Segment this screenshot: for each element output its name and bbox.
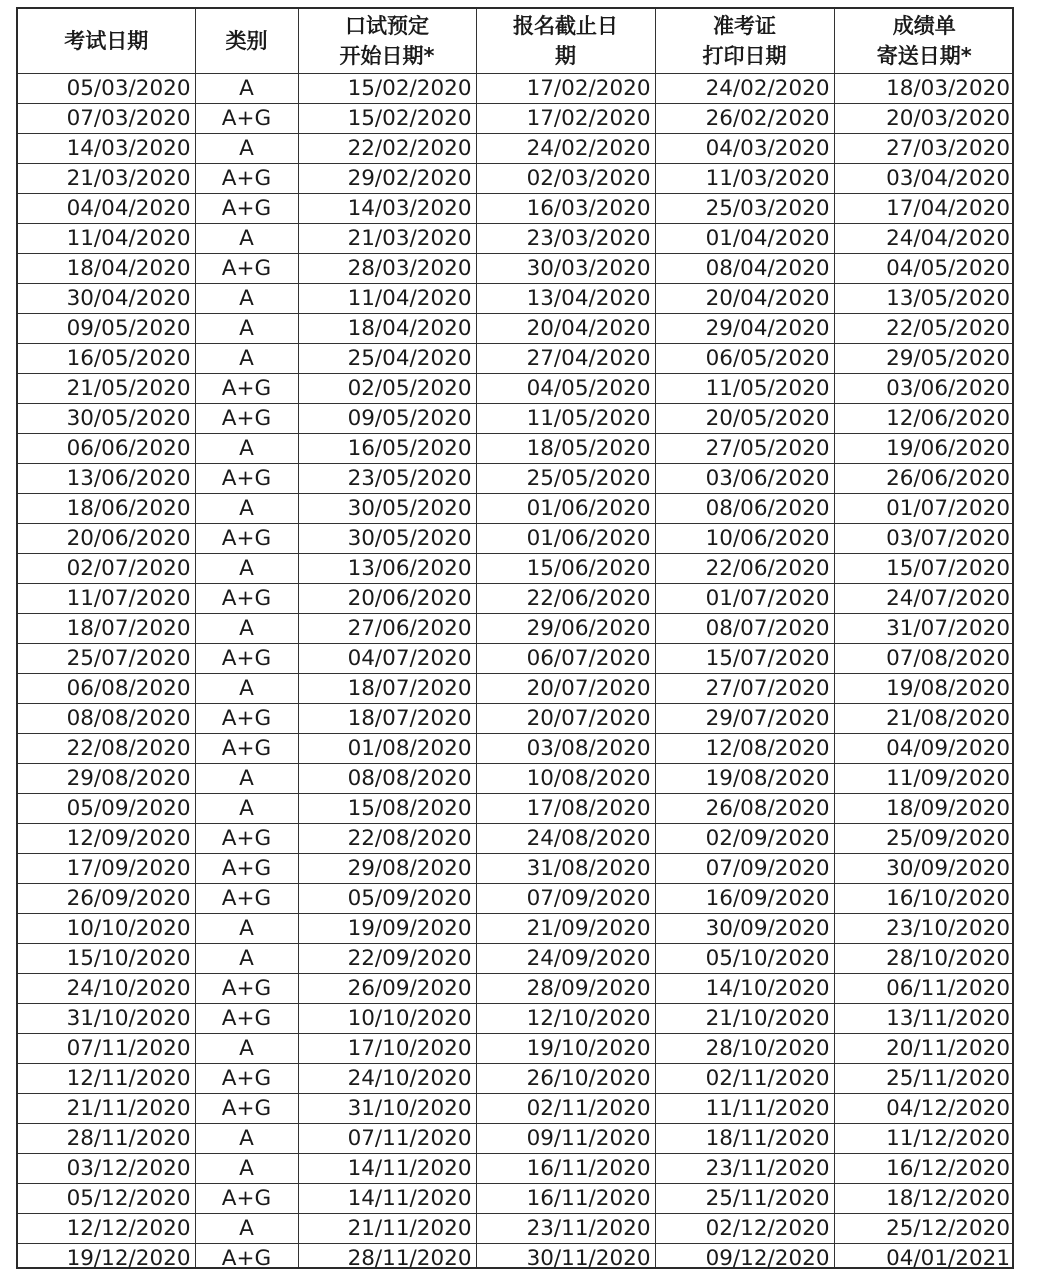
speaking-booking-start-cell: 13/06/2020 [298, 554, 476, 584]
category-cell: A [195, 314, 298, 344]
speaking-booking-start-cell: 22/09/2020 [298, 944, 476, 974]
registration-deadline-cell: 07/09/2020 [476, 884, 655, 914]
registration-deadline-cell: 19/10/2020 [476, 1034, 655, 1064]
table-row [18, 824, 1014, 854]
category-cell: A+G [195, 1184, 298, 1214]
category-cell: A [195, 1154, 298, 1184]
category-cell: A+G [195, 584, 298, 614]
speaking-booking-start-cell: 20/06/2020 [298, 584, 476, 614]
category-cell: A+G [195, 404, 298, 434]
transcript-mailing-cell: 01/07/2020 [834, 494, 1014, 524]
speaking-booking-start-cell: 27/06/2020 [298, 614, 476, 644]
speaking-booking-start-cell: 14/03/2020 [298, 194, 476, 224]
category-cell: A+G [195, 644, 298, 674]
table-row [18, 884, 1014, 914]
registration-deadline-cell: 27/04/2020 [476, 344, 655, 374]
table-row [18, 1214, 1014, 1244]
admission-ticket-print-cell: 29/07/2020 [655, 704, 834, 734]
category-cell: A+G [195, 254, 298, 284]
admission-ticket-print-cell: 26/08/2020 [655, 794, 834, 824]
admission-ticket-print-cell: 09/12/2020 [655, 1244, 834, 1270]
transcript-mailing-cell: 18/12/2020 [834, 1184, 1014, 1214]
transcript-mailing-cell: 16/10/2020 [834, 884, 1014, 914]
registration-deadline-cell: 20/04/2020 [476, 314, 655, 344]
registration-deadline-cell: 04/05/2020 [476, 374, 655, 404]
table-row [18, 314, 1014, 344]
exam-date-cell: 12/11/2020 [18, 1064, 195, 1094]
transcript-mailing-cell: 18/09/2020 [834, 794, 1014, 824]
table-row [18, 434, 1014, 464]
exam-date-cell: 15/10/2020 [18, 944, 195, 974]
category-cell: A+G [195, 974, 298, 1004]
transcript-mailing-cell: 22/05/2020 [834, 314, 1014, 344]
category-cell: A [195, 134, 298, 164]
admission-ticket-print-cell: 11/11/2020 [655, 1094, 834, 1124]
transcript-mailing-cell: 30/09/2020 [834, 854, 1014, 884]
header-exam-date: 考试日期 [18, 9, 195, 74]
admission-ticket-print-cell: 27/07/2020 [655, 674, 834, 704]
speaking-booking-start-cell: 08/08/2020 [298, 764, 476, 794]
admission-ticket-print-cell: 20/05/2020 [655, 404, 834, 434]
table-row [18, 614, 1014, 644]
admission-ticket-print-cell: 02/12/2020 [655, 1214, 834, 1244]
table-row [18, 554, 1014, 584]
transcript-mailing-cell: 28/10/2020 [834, 944, 1014, 974]
category-cell: A+G [195, 1094, 298, 1124]
transcript-mailing-cell: 19/06/2020 [834, 434, 1014, 464]
transcript-mailing-cell: 26/06/2020 [834, 464, 1014, 494]
admission-ticket-print-cell: 08/06/2020 [655, 494, 834, 524]
speaking-booking-start-cell: 04/07/2020 [298, 644, 476, 674]
transcript-mailing-cell: 13/11/2020 [834, 1004, 1014, 1034]
table-row [18, 74, 1014, 104]
transcript-mailing-cell: 11/12/2020 [834, 1124, 1014, 1154]
table-row [18, 194, 1014, 224]
transcript-mailing-cell: 20/03/2020 [834, 104, 1014, 134]
speaking-booking-start-cell: 14/11/2020 [298, 1154, 476, 1184]
exam-date-cell: 06/06/2020 [18, 434, 195, 464]
transcript-mailing-cell: 04/12/2020 [834, 1094, 1014, 1124]
category-cell: A+G [195, 1004, 298, 1034]
category-cell: A+G [195, 824, 298, 854]
category-cell: A+G [195, 464, 298, 494]
exam-date-cell: 31/10/2020 [18, 1004, 195, 1034]
transcript-mailing-cell: 25/11/2020 [834, 1064, 1014, 1094]
registration-deadline-cell: 17/02/2020 [476, 74, 655, 104]
header-registration-deadline: 报名截止日 期 [476, 9, 655, 74]
exam-date-cell: 05/12/2020 [18, 1184, 195, 1214]
exam-date-cell: 06/08/2020 [18, 674, 195, 704]
category-cell: A+G [195, 1064, 298, 1094]
exam-date-cell: 18/07/2020 [18, 614, 195, 644]
exam-schedule-table [18, 9, 1014, 1269]
speaking-booking-start-cell: 01/08/2020 [298, 734, 476, 764]
transcript-mailing-cell: 13/05/2020 [834, 284, 1014, 314]
speaking-booking-start-cell: 18/07/2020 [298, 704, 476, 734]
category-cell: A+G [195, 194, 298, 224]
category-cell: A [195, 794, 298, 824]
transcript-mailing-cell: 03/07/2020 [834, 524, 1014, 554]
speaking-booking-start-cell: 10/10/2020 [298, 1004, 476, 1034]
registration-deadline-cell: 23/03/2020 [476, 224, 655, 254]
admission-ticket-print-cell: 25/11/2020 [655, 1184, 834, 1214]
speaking-booking-start-cell: 22/08/2020 [298, 824, 476, 854]
admission-ticket-print-cell: 04/03/2020 [655, 134, 834, 164]
admission-ticket-print-cell: 21/10/2020 [655, 1004, 834, 1034]
table-row [18, 764, 1014, 794]
registration-deadline-cell: 17/08/2020 [476, 794, 655, 824]
exam-date-cell: 21/05/2020 [18, 374, 195, 404]
category-cell: A [195, 944, 298, 974]
exam-date-cell: 18/04/2020 [18, 254, 195, 284]
admission-ticket-print-cell: 12/08/2020 [655, 734, 834, 764]
admission-ticket-print-cell: 25/03/2020 [655, 194, 834, 224]
transcript-mailing-cell: 19/08/2020 [834, 674, 1014, 704]
speaking-booking-start-cell: 30/05/2020 [298, 494, 476, 524]
transcript-mailing-cell: 29/05/2020 [834, 344, 1014, 374]
category-cell: A [195, 674, 298, 704]
admission-ticket-print-cell: 14/10/2020 [655, 974, 834, 1004]
transcript-mailing-cell: 20/11/2020 [834, 1034, 1014, 1064]
header-transcript-mailing: 成绩单 寄送日期* [834, 9, 1014, 74]
registration-deadline-cell: 15/06/2020 [476, 554, 655, 584]
transcript-mailing-cell: 03/04/2020 [834, 164, 1014, 194]
table-row [18, 494, 1014, 524]
exam-date-cell: 13/06/2020 [18, 464, 195, 494]
table-row [18, 914, 1014, 944]
exam-date-cell: 21/03/2020 [18, 164, 195, 194]
registration-deadline-cell: 20/07/2020 [476, 674, 655, 704]
registration-deadline-cell: 16/11/2020 [476, 1184, 655, 1214]
admission-ticket-print-cell: 10/06/2020 [655, 524, 834, 554]
admission-ticket-print-cell: 30/09/2020 [655, 914, 834, 944]
speaking-booking-start-cell: 15/02/2020 [298, 74, 476, 104]
category-cell: A+G [195, 854, 298, 884]
exam-date-cell: 08/08/2020 [18, 704, 195, 734]
exam-date-cell: 04/04/2020 [18, 194, 195, 224]
table-row [18, 1064, 1014, 1094]
category-cell: A [195, 224, 298, 254]
registration-deadline-cell: 06/07/2020 [476, 644, 655, 674]
table-row [18, 674, 1014, 704]
admission-ticket-print-cell: 02/11/2020 [655, 1064, 834, 1094]
exam-date-cell: 05/09/2020 [18, 794, 195, 824]
registration-deadline-cell: 02/11/2020 [476, 1094, 655, 1124]
registration-deadline-cell: 24/08/2020 [476, 824, 655, 854]
registration-deadline-cell: 18/05/2020 [476, 434, 655, 464]
category-cell: A [195, 344, 298, 374]
admission-ticket-print-cell: 28/10/2020 [655, 1034, 834, 1064]
transcript-mailing-cell: 04/01/2021 [886, 1246, 1010, 1269]
speaking-booking-start-cell: 30/05/2020 [298, 524, 476, 554]
header-row [18, 9, 1014, 74]
exam-date-cell: 02/07/2020 [18, 554, 195, 584]
speaking-booking-start-cell: 22/02/2020 [298, 134, 476, 164]
exam-date-cell: 11/07/2020 [18, 584, 195, 614]
table-row [18, 524, 1014, 554]
admission-ticket-print-cell: 20/04/2020 [655, 284, 834, 314]
registration-deadline-cell: 17/02/2020 [476, 104, 655, 134]
table-row [18, 1034, 1014, 1064]
category-cell: A+G [195, 1244, 298, 1270]
transcript-mailing-cell: 25/12/2020 [834, 1214, 1014, 1244]
exam-date-cell: 18/06/2020 [18, 494, 195, 524]
table-row [18, 464, 1014, 494]
admission-ticket-print-cell: 06/05/2020 [655, 344, 834, 374]
admission-ticket-print-cell: 15/07/2020 [655, 644, 834, 674]
exam-date-cell: 25/07/2020 [18, 644, 195, 674]
registration-deadline-cell: 26/10/2020 [476, 1064, 655, 1094]
table-row [18, 854, 1014, 884]
table-row [18, 224, 1014, 254]
transcript-mailing-cell: 07/08/2020 [834, 644, 1014, 674]
category-cell: A+G [195, 104, 298, 134]
registration-deadline-cell: 12/10/2020 [476, 1004, 655, 1034]
category-cell: A [195, 1214, 298, 1244]
exam-date-cell: 12/09/2020 [18, 824, 195, 854]
table-row [18, 374, 1014, 404]
category-cell: A+G [195, 374, 298, 404]
speaking-booking-start-cell: 26/09/2020 [298, 974, 476, 1004]
speaking-booking-start-cell: 15/02/2020 [298, 104, 476, 134]
exam-date-cell: 10/10/2020 [18, 914, 195, 944]
table-row [18, 1004, 1014, 1034]
registration-deadline-cell: 16/11/2020 [476, 1154, 655, 1184]
transcript-mailing-cell: 17/04/2020 [834, 194, 1014, 224]
admission-ticket-print-cell: 02/09/2020 [655, 824, 834, 854]
speaking-booking-start-cell: 28/03/2020 [298, 254, 476, 284]
speaking-booking-start-cell: 25/04/2020 [298, 344, 476, 374]
speaking-booking-start-cell: 18/04/2020 [298, 314, 476, 344]
transcript-mailing-cell: 16/12/2020 [834, 1154, 1014, 1184]
registration-deadline-cell: 01/06/2020 [476, 494, 655, 524]
category-cell: A+G [195, 884, 298, 914]
exam-date-cell: 19/12/2020 [18, 1244, 195, 1270]
table-row [18, 1244, 1014, 1270]
admission-ticket-print-cell: 11/03/2020 [655, 164, 834, 194]
registration-deadline-cell: 11/05/2020 [476, 404, 655, 434]
speaking-booking-start-cell: 21/03/2020 [298, 224, 476, 254]
category-cell: A [195, 554, 298, 584]
category-cell: A [195, 1034, 298, 1064]
category-cell: A [195, 914, 298, 944]
table-row [18, 974, 1014, 1004]
exam-date-cell: 26/09/2020 [18, 884, 195, 914]
table-row [18, 344, 1014, 374]
speaking-booking-start-cell: 07/11/2020 [298, 1124, 476, 1154]
admission-ticket-print-cell: 05/10/2020 [655, 944, 834, 974]
admission-ticket-print-cell: 18/11/2020 [655, 1124, 834, 1154]
speaking-booking-start-cell: 29/08/2020 [298, 854, 476, 884]
category-cell: A [195, 434, 298, 464]
exam-date-cell: 03/12/2020 [18, 1154, 195, 1184]
registration-deadline-cell: 31/08/2020 [476, 854, 655, 884]
registration-deadline-cell: 23/11/2020 [476, 1214, 655, 1244]
speaking-booking-start-cell: 02/05/2020 [298, 374, 476, 404]
category-cell: A [195, 494, 298, 524]
registration-deadline-cell: 20/07/2020 [476, 704, 655, 734]
transcript-mailing-cell: 04/09/2020 [834, 734, 1014, 764]
transcript-mailing-cell: 06/11/2020 [834, 974, 1014, 1004]
speaking-booking-start-cell: 31/10/2020 [298, 1094, 476, 1124]
exam-date-cell: 22/08/2020 [18, 734, 195, 764]
exam-date-cell: 24/10/2020 [18, 974, 195, 1004]
exam-date-cell: 07/03/2020 [18, 104, 195, 134]
speaking-booking-start-cell: 24/10/2020 [298, 1064, 476, 1094]
exam-date-cell: 09/05/2020 [18, 314, 195, 344]
table-row [18, 1094, 1014, 1124]
speaking-booking-start-cell: 21/11/2020 [298, 1214, 476, 1244]
admission-ticket-print-cell: 27/05/2020 [655, 434, 834, 464]
registration-deadline-cell: 10/08/2020 [476, 764, 655, 794]
speaking-booking-start-cell: 11/04/2020 [298, 284, 476, 314]
transcript-mailing-cell: 11/09/2020 [834, 764, 1014, 794]
registration-deadline-cell: 02/03/2020 [476, 164, 655, 194]
exam-date-cell: 12/12/2020 [18, 1214, 195, 1244]
exam-date-cell: 11/04/2020 [18, 224, 195, 254]
exam-date-cell: 29/08/2020 [18, 764, 195, 794]
category-cell: A [195, 614, 298, 644]
registration-deadline-cell: 29/06/2020 [476, 614, 655, 644]
admission-ticket-print-cell: 16/09/2020 [655, 884, 834, 914]
table-body [18, 74, 1014, 1270]
table-row [18, 584, 1014, 614]
header-category: 类别 [195, 9, 298, 74]
category-cell: A [195, 764, 298, 794]
category-cell: A [195, 74, 298, 104]
admission-ticket-print-cell: 22/06/2020 [655, 554, 834, 584]
admission-ticket-print-cell: 11/05/2020 [655, 374, 834, 404]
header-speaking-booking-start: 口试预定 开始日期* [298, 9, 476, 74]
exam-date-cell: 14/03/2020 [18, 134, 195, 164]
registration-deadline-cell: 09/11/2020 [476, 1124, 655, 1154]
exam-date-cell: 16/05/2020 [18, 344, 195, 374]
admission-ticket-print-cell: 24/02/2020 [655, 74, 834, 104]
exam-date-cell: 20/06/2020 [18, 524, 195, 554]
registration-deadline-cell: 28/09/2020 [476, 974, 655, 1004]
registration-deadline-cell: 22/06/2020 [476, 584, 655, 614]
admission-ticket-print-cell: 19/08/2020 [655, 764, 834, 794]
transcript-mailing-cell: 04/05/2020 [834, 254, 1014, 284]
exam-date-cell: 07/11/2020 [18, 1034, 195, 1064]
registration-deadline-cell: 24/02/2020 [476, 134, 655, 164]
admission-ticket-print-cell: 23/11/2020 [655, 1154, 834, 1184]
table-row [18, 104, 1014, 134]
category-cell: A+G [195, 164, 298, 194]
table-row [18, 644, 1014, 674]
category-cell: A+G [195, 524, 298, 554]
category-cell: A+G [195, 704, 298, 734]
table-row [18, 1154, 1014, 1184]
admission-ticket-print-cell: 26/02/2020 [655, 104, 834, 134]
header-admission-ticket-print: 准考证 打印日期 [655, 9, 834, 74]
table-row [18, 134, 1014, 164]
schedule-document [16, 7, 1014, 1269]
transcript-mailing-cell: 15/07/2020 [834, 554, 1014, 584]
speaking-booking-start-cell: 28/11/2020 [298, 1244, 476, 1270]
registration-deadline-cell: 01/06/2020 [476, 524, 655, 554]
table-row [18, 404, 1014, 434]
transcript-mailing-cell: 27/03/2020 [834, 134, 1014, 164]
table-row [18, 734, 1014, 764]
table-row [18, 794, 1014, 824]
exam-date-cell: 17/09/2020 [18, 854, 195, 884]
exam-date-cell: 28/11/2020 [18, 1124, 195, 1154]
transcript-mailing-cell: 21/08/2020 [834, 704, 1014, 734]
admission-ticket-print-cell: 29/04/2020 [655, 314, 834, 344]
registration-deadline-cell: 30/11/2020 [476, 1244, 655, 1270]
speaking-booking-start-cell: 18/07/2020 [298, 674, 476, 704]
table-row [18, 164, 1014, 194]
category-cell: A [195, 1124, 298, 1154]
speaking-booking-start-cell: 09/05/2020 [298, 404, 476, 434]
admission-ticket-print-cell: 01/07/2020 [655, 584, 834, 614]
admission-ticket-print-cell: 01/04/2020 [655, 224, 834, 254]
transcript-mailing-cell: 24/04/2020 [834, 224, 1014, 254]
speaking-booking-start-cell: 19/09/2020 [298, 914, 476, 944]
speaking-booking-start-cell: 29/02/2020 [298, 164, 476, 194]
transcript-mailing-cell: 25/09/2020 [834, 824, 1014, 854]
speaking-booking-start-cell: 14/11/2020 [298, 1184, 476, 1214]
transcript-mailing-cell: 12/06/2020 [834, 404, 1014, 434]
transcript-mailing-cell: 23/10/2020 [834, 914, 1014, 944]
registration-deadline-cell: 16/03/2020 [476, 194, 655, 224]
admission-ticket-print-cell: 07/09/2020 [655, 854, 834, 884]
admission-ticket-print-cell: 03/06/2020 [655, 464, 834, 494]
table-row [18, 254, 1014, 284]
registration-deadline-cell: 25/05/2020 [476, 464, 655, 494]
speaking-booking-start-cell: 15/08/2020 [298, 794, 476, 824]
transcript-mailing-cell: 24/07/2020 [834, 584, 1014, 614]
exam-date-cell: 30/04/2020 [18, 284, 195, 314]
category-cell: A [195, 284, 298, 314]
speaking-booking-start-cell: 05/09/2020 [298, 884, 476, 914]
table-row [18, 1124, 1014, 1154]
exam-date-cell: 21/11/2020 [18, 1094, 195, 1124]
exam-date-cell: 30/05/2020 [18, 404, 195, 434]
table-row [18, 944, 1014, 974]
registration-deadline-cell: 13/04/2020 [476, 284, 655, 314]
transcript-mailing-cell: 18/03/2020 [834, 74, 1014, 104]
speaking-booking-start-cell: 17/10/2020 [298, 1034, 476, 1064]
registration-deadline-cell: 03/08/2020 [476, 734, 655, 764]
admission-ticket-print-cell: 08/04/2020 [655, 254, 834, 284]
category-cell: A+G [195, 734, 298, 764]
speaking-booking-start-cell: 23/05/2020 [298, 464, 476, 494]
transcript-mailing-cell: 03/06/2020 [834, 374, 1014, 404]
exam-date-cell: 05/03/2020 [18, 74, 195, 104]
registration-deadline-cell: 21/09/2020 [476, 914, 655, 944]
table-row [18, 284, 1014, 314]
speaking-booking-start-cell: 16/05/2020 [298, 434, 476, 464]
table-row [18, 704, 1014, 734]
registration-deadline-cell: 24/09/2020 [476, 944, 655, 974]
transcript-mailing-cell: 31/07/2020 [834, 614, 1014, 644]
registration-deadline-cell: 30/03/2020 [476, 254, 655, 284]
table-row [18, 1184, 1014, 1214]
admission-ticket-print-cell: 08/07/2020 [655, 614, 834, 644]
